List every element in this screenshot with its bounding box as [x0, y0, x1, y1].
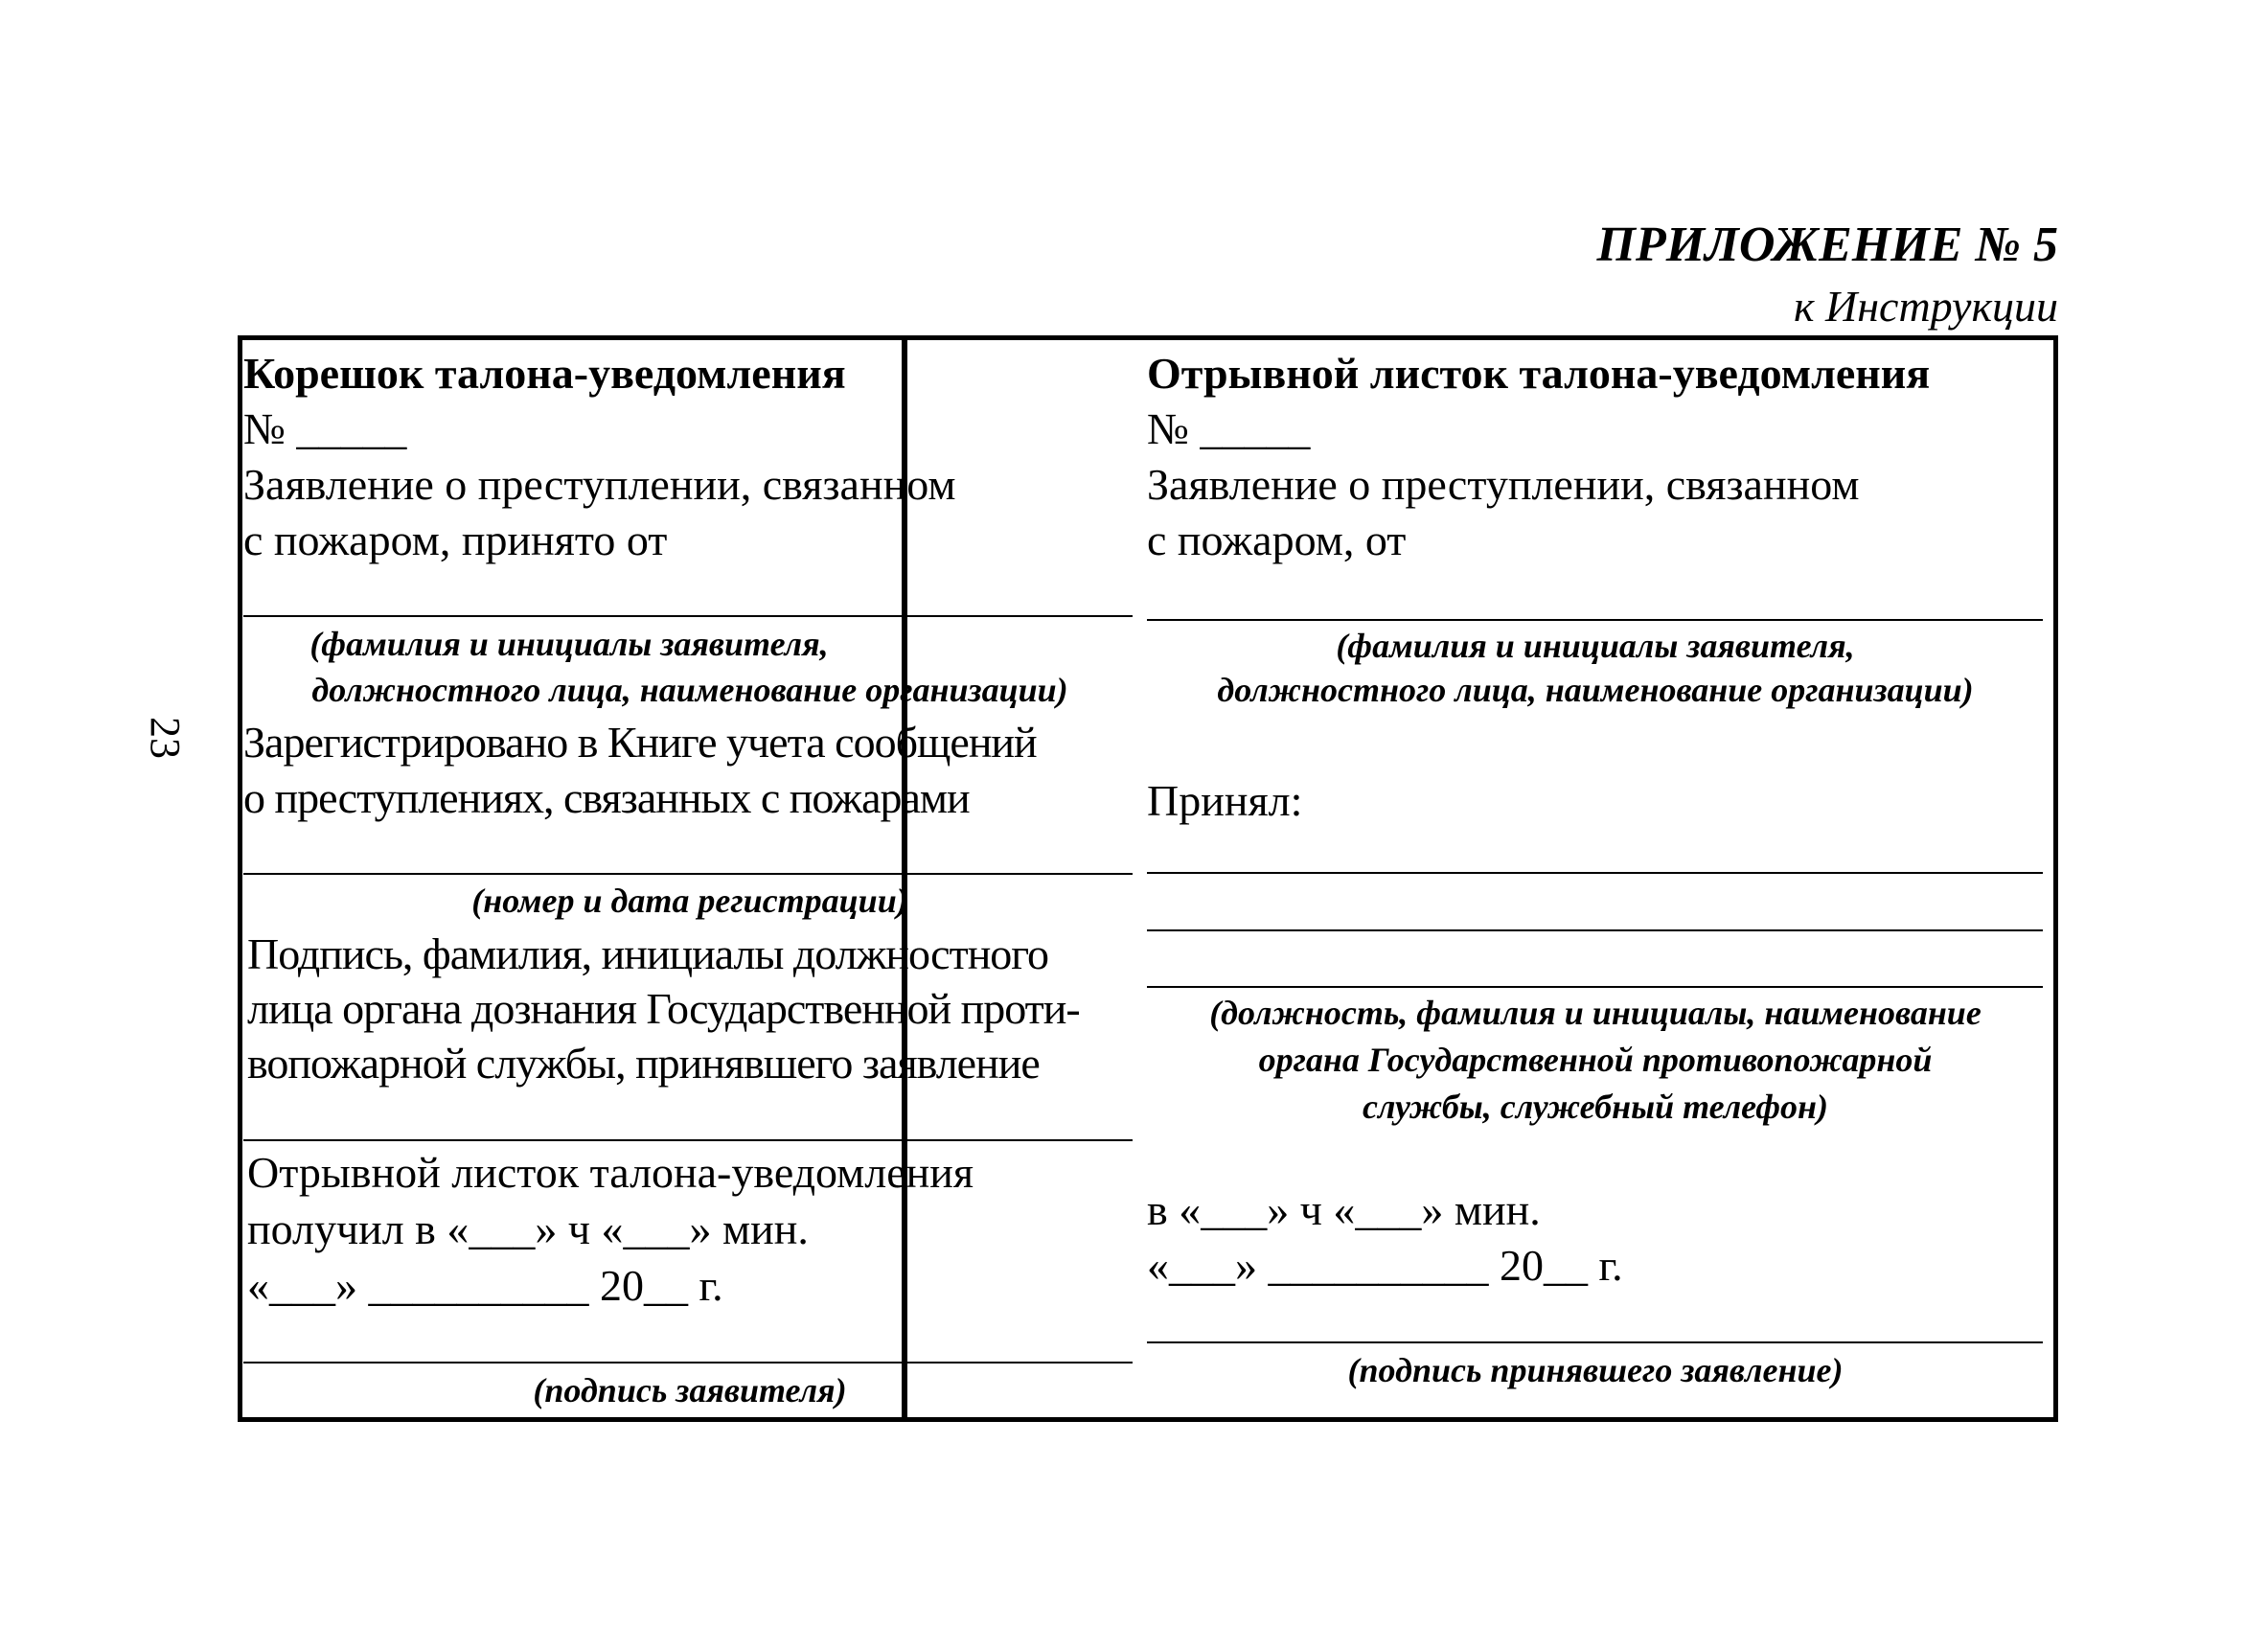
slip-accepted-label: Принял: — [1147, 776, 1303, 825]
slip-number: № _____ — [1147, 404, 1311, 453]
slip-date-line: «___» __________ 20__ г. — [1147, 1241, 1623, 1290]
appendix-title: ПРИЛОЖЕНИЕ № 5 — [1596, 218, 2058, 272]
slip-signature-caption: (подпись принявшего заявление) — [1347, 1351, 1844, 1389]
stub-received-line2: получил в «___» ч «___» мин. — [247, 1204, 809, 1253]
stub-registration-line — [243, 873, 1133, 875]
slip-accepted-line2 — [1147, 929, 2043, 931]
stub-registration-caption: (номер и дата регистрации) — [471, 882, 908, 920]
slip-applicant-caption-line1: (фамилия и инициалы заявителя, — [1336, 627, 1855, 665]
stub-applicant-caption-line2: должностного лица, наименование организации) — [311, 671, 1068, 709]
stub-signature-line — [243, 1139, 1133, 1141]
page-number: 23 — [142, 717, 189, 759]
slip-applicant-line — [1147, 619, 2043, 621]
slip-applicant-caption-line2: должностного лица, наименование организации) — [1217, 671, 1974, 709]
stub-number: № _____ — [243, 404, 407, 453]
appendix-subtitle: к Инструкции — [1793, 282, 2058, 331]
slip-time-line: в «___» ч «___» мин. — [1147, 1185, 1541, 1234]
slip-official-caption-line2: органа Государственной противопожарной — [1258, 1041, 1933, 1079]
stub-signature-caption: (подпись заявителя) — [533, 1371, 847, 1409]
stub-applicant-caption-line1: (фамилия и инициалы заявителя, — [309, 625, 829, 663]
stub-applicant-line — [243, 615, 1133, 617]
stub-registered-line1: Зарегистрировано в Книге учета сообщений — [243, 718, 1037, 767]
slip-accepted-line3 — [1147, 986, 2043, 988]
stub-statement-line2: с пожаром, принято от — [243, 516, 668, 564]
stub-applicant-signature-line — [243, 1362, 1133, 1363]
slip-official-caption-line1: (должность, фамилия и инициалы, наименование — [1209, 994, 1982, 1032]
slip-official-caption-line3: службы, служебный телефон) — [1362, 1088, 1829, 1126]
stub-signature-line2: лица органа дознания Государственной проти- — [247, 984, 1080, 1033]
slip-statement-line2: с пожаром, от — [1147, 516, 1407, 564]
stub-received-line3: «___» __________ 20__ г. — [247, 1261, 723, 1310]
stub-registered-line2: о преступлениях, связанных с пожарами — [243, 773, 970, 822]
slip-signature-line — [1147, 1341, 2043, 1343]
stub-signature-line1: Подпись, фамилия, инициалы должностного — [247, 929, 1049, 978]
stub-heading: Корешок талона-уведомления — [243, 349, 846, 398]
stub-signature-line3: вопожарной службы, принявшего заявление — [247, 1039, 1040, 1088]
slip-statement-line1: Заявление о преступлении, связанном — [1147, 460, 1860, 509]
slip-heading: Отрывной листок талона-уведомления — [1147, 349, 1931, 398]
stub-received-line1: Отрывной листок талона-уведомления — [247, 1148, 974, 1197]
stub-statement-line1: Заявление о преступлении, связанном — [243, 460, 956, 509]
slip-accepted-line1 — [1147, 872, 2043, 874]
